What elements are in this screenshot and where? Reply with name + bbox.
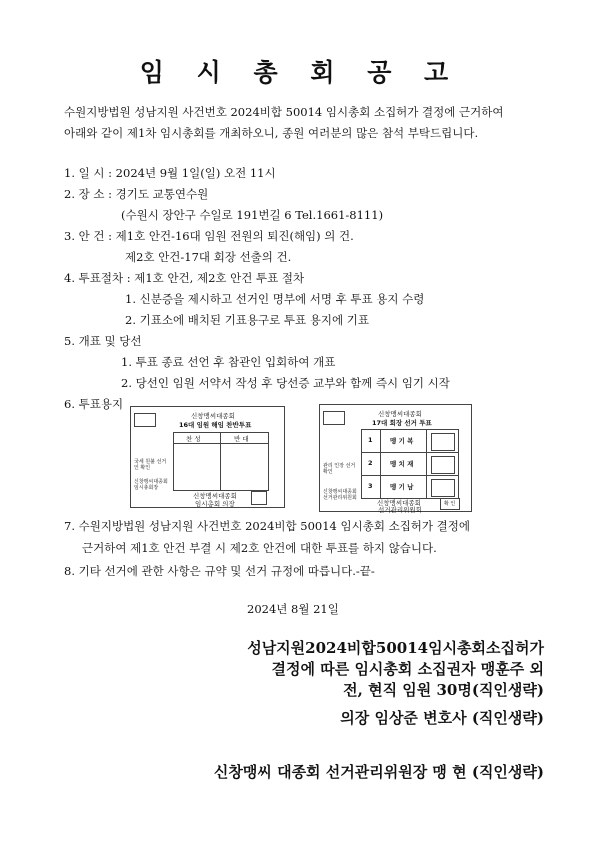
item-date-time: 1. 일 시 : 2024년 9월 1일(일) 오전 11시 <box>64 166 276 180</box>
ballot-agenda-2 <box>319 404 472 512</box>
ballot-agenda-1 <box>130 406 285 508</box>
item-ballots: 6. 투표용지 <box>64 397 124 411</box>
counting-step-1: 1. 투표 종료 선언 후 참관인 입회하여 개표 <box>121 355 336 369</box>
item-agenda: 3. 안 건 : 제1호 안건-16대 임원 전원의 퇴진(해임) 의 건. <box>64 229 354 243</box>
ballot1-title: 16대 임원 해임 찬반투표 <box>179 421 252 429</box>
ballot1-org: 신창맹씨대종회 <box>191 412 235 420</box>
item-location: 2. 장 소 : 경기도 교통연수원 <box>64 187 209 201</box>
intro-line-2: 아래와 같이 제1차 임시총회를 개최하오니, 종원 여러분의 많은 참석 부탁드립니다. <box>64 126 479 140</box>
candidate-number: 3 <box>368 482 373 490</box>
counting-step-2: 2. 당선인 임원 서약서 작성 후 당선증 교부와 함께 즉시 임기 시작 <box>121 376 450 390</box>
candidate-vote-box <box>431 479 455 497</box>
item-agenda-2: 제2호 안건-17대 회장 선출의 건. <box>125 250 292 264</box>
ballot2-title: 17대 회장 선거 투표 <box>372 419 432 427</box>
convener-line-1: 성남지원2024비합50014임시총회소집허가 <box>247 639 544 657</box>
candidate-name: 맹 기 남 <box>390 483 414 491</box>
ballot1-issuer-label: 신창맹씨대종회 임시총회장 <box>134 479 168 491</box>
item-location-address: (수원시 장안구 수일로 191번길 6 Tel.1661-8111) <box>121 208 384 222</box>
item-note-7-line-1: 7. 수원지방법원 성남지원 사건번호 2024비합 50014 임시총회 소집허가 결정에 <box>64 519 471 533</box>
candidate-number: 1 <box>368 436 373 444</box>
chair-signature: 의장 임상준 변호사 (직인생략) <box>340 709 544 727</box>
notice-date: 2024년 8월 21일 <box>247 602 339 616</box>
ballot2-seal-label: 확 인 <box>444 501 456 507</box>
ballot1-no-label: 반 대 <box>234 435 249 443</box>
ballot2-footer-org: 신창맹씨대종회 <box>377 499 421 507</box>
page-title: 임 시 총 회 공 고 <box>139 58 461 87</box>
ballot1-vote-table <box>173 432 269 491</box>
candidate-name: 맹 치 재 <box>390 460 414 468</box>
voting-step-1: 1. 신분증을 제시하고 선거인 명부에 서명 후 투표 용지 수령 <box>125 292 425 306</box>
item-counting: 5. 개표 및 당선 <box>64 334 142 348</box>
candidate-vote-box <box>431 433 455 451</box>
election-committee-signature: 신창맹씨 대종회 선거관리위원장 맹 현 (직인생략) <box>213 763 544 781</box>
candidate-name: 맹 기 복 <box>390 437 414 445</box>
ballot2-candidate-table <box>361 429 459 499</box>
item-note-7-line-2: 근거하여 제1호 안건 부결 시 제2호 안건에 대한 투표를 하지 않습니다. <box>82 541 437 555</box>
voting-step-2: 2. 기표소에 배치된 기표용구로 투표 용지에 기표 <box>125 313 369 327</box>
ballot2-footer-title: 선거관리위원회 <box>378 506 422 514</box>
ballot2-seal-box <box>440 498 460 510</box>
candidate-vote-box <box>431 456 455 474</box>
candidate-number: 2 <box>368 459 373 467</box>
ballot2-issuer-label: 신창맹씨대종회 선거관리위원회 <box>323 489 357 501</box>
serial-box <box>323 411 345 425</box>
ballot2-org: 신창맹씨대종회 <box>378 410 422 418</box>
convener-line-2: 결정에 따른 임시총회 소집권자 맹훈주 외 <box>271 660 544 678</box>
serial-box <box>134 413 156 427</box>
item-note-8: 8. 기타 선거에 관한 사항은 규약 및 선거 규정에 따릅니다.-끝- <box>64 564 375 578</box>
ballot1-seal-box <box>251 491 267 505</box>
ballot1-stamp-label: 국세 원불 선거인 확인 <box>134 459 167 471</box>
ballot1-footer-org: 신창맹씨대종회 <box>193 492 237 500</box>
convener-line-3: 전, 현직 임원 30명(직인생략) <box>343 681 544 699</box>
item-voting-procedure: 4. 투표절차 : 제1호 안건, 제2호 안건 투표 절차 <box>64 271 305 285</box>
ballot1-footer-title: 임시총회 의장 <box>195 500 235 508</box>
ballot2-stamp-label: 관리 인장 선거 확인 <box>323 463 356 475</box>
ballot1-yes-label: 찬 성 <box>186 435 201 443</box>
intro-line-1: 수원지방법원 성남지원 사건번호 2024비합 50014 임시총회 소집허가 결정에 근거하여 <box>64 105 504 119</box>
